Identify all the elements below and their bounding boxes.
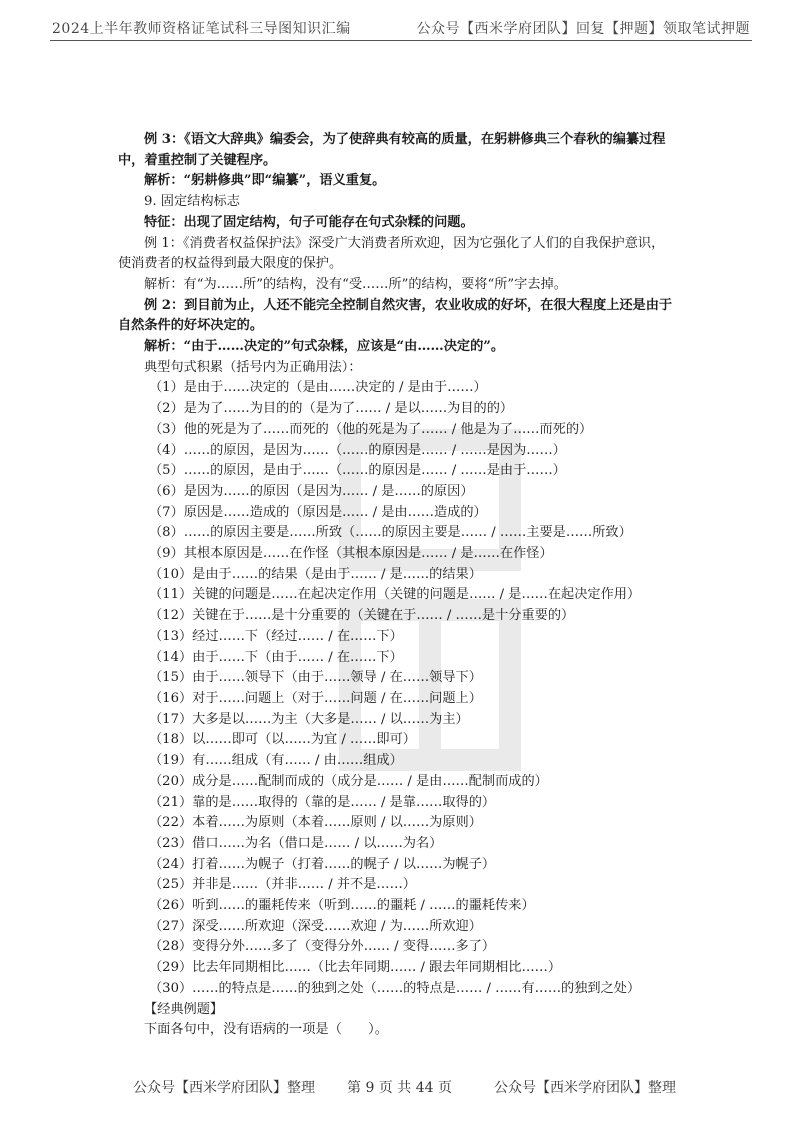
list-item: （9）其根本原因是……在作怪（其根本原因是…… / 是……在作怪） [149,546,553,562]
question-text: 下面各句中，没有语病的一项是（ ）。 [144,1022,388,1038]
page-header [0,0,800,44]
list-item: （28）变得分外……多了（变得分外…… / 变得……多了） [149,939,496,955]
list-item: （11）关键的问题是……在起决定作用（关键的问题是…… / 是……在起决定作用） [149,587,641,603]
example3-line1: 例 3：《语文大辞典》编委会，为了使辞典有较高的质量，在躬耕修典三个春秋的编纂过程 [144,132,666,147]
header-title: 2024上半年教师资格证笔试科三导图知识汇编 [52,21,351,37]
list-item: （19）有……组成（有…… / 由……组成） [149,753,403,769]
list-item: （20）成分是……配制而成的（成分是…… / 是由……配制而成的） [149,773,548,789]
list-item: （24）打着……为幌子（打着……的幌子 / 以……为幌子） [149,856,496,872]
feature-text: 特征：出现了固定结构，句子可能存在句式杂糅的问题。 [144,214,474,230]
list-item: （25）并非是……（并非…… / 并不是……） [149,877,416,893]
list-item: （16）对于……问题上（对于……问题 / 在……问题上） [149,690,482,706]
list-item: （4）……的原因，是因为……（……的原因是…… / ……是因为……） [149,442,566,458]
example1-line2: 使消费者的权益得到最大限度的保护。 [118,256,343,272]
list-item: （27）深受……所欢迎（深受……欢迎 / 为……所欢迎） [149,918,482,934]
page-body [118,130,688,1041]
example1-line1: 例 1：《消费者权益保护法》深受广大消费者所欢迎，因为它强化了人们的自我保护意识， [144,235,665,251]
list-item: （14）由于……下（由于…… / 在……下） [149,649,403,665]
list-item: （5）……的原因，是由于……（……的原因是…… / ……是由于……） [149,463,566,479]
example2-line2: 自然条件的好坏决定的。 [118,318,264,334]
section-heading: 9. 固定结构标志 [144,194,240,210]
list-item: （3）他的死是为了……而死的（他的死是为了…… / 他是为了……而死的） [149,421,593,437]
list-item: （2）是为了……为目的的（是为了…… / 是以……为目的的） [149,401,514,417]
footer-right: 公众号【西米学府团队】整理 [494,1080,676,1096]
example1-analysis: 解析：有“为……所”的结构，没有“受……所”的结构，要将“所”字去掉。 [144,276,567,292]
list-item: （22）本着……为原则（本着……原则 / 以……为原则） [149,815,482,831]
list-item: （13）经过……下（经过…… / 在……下） [149,628,403,644]
list-item: （21）靠的是……取得的（靠的是…… / 是靠……取得的） [149,794,496,810]
header-promo: 公众号【西米学府团队】回复【押题】领取笔试押题 [416,21,750,37]
list-item: （30）……的特点是……的独到之处（……的特点是…… / ……有……的独到之处） [149,980,641,996]
page-number: 第 9 页 共 44 页 [347,1080,452,1096]
list-item: （17）大多是以……为主（大多是…… / 以……为主） [149,711,469,727]
list-item: （15）由于……领导下（由于……领导 / 在……领导下） [149,670,482,686]
example3-line2: 中，着重控制了关键程序。 [118,152,277,168]
list-item: （26）听到……的噩耗传来（听到……的噩耗 / ……的噩耗传来） [149,898,535,914]
list-item: （23）借口……为名（借口是…… / 以……为名） [149,835,443,851]
list-item: （29）比去年同期相比……（比去年同期…… / 跟去年同期相比……） [149,960,562,976]
header-divider [50,40,752,41]
pattern-list [118,378,688,999]
list-item: （6）是因为……的原因（是因为…… / 是……的原因） [149,483,474,499]
list-item: （18）以……即可（以……为宜 / ……即可） [149,732,416,748]
example3-analysis: 解析：“躬耕修典”即“编纂”，语义重复。 [144,173,386,189]
list-item: （10）是由于……的结果（是由于…… / 是……的结果） [149,566,482,582]
classic-example-heading: 【经典例题】 [144,1001,224,1017]
example2-analysis: 解析：“由于……决定的”句式杂糅，应该是“由……决定的”。 [144,339,505,355]
list-item: （1）是由于……决定的（是由……决定的 / 是由于……） [149,380,487,396]
list-item: （7）原因是……造成的（原因是…… / 是由……造成的） [149,504,487,520]
list-item: （12）关键在于……是十分重要的（关键在于…… / ……是十分重要的） [149,608,575,624]
example2-line1: 例 2：到目前为止，人还不能完全控制自然灾害，农业收成的好坏，在很大程度上还是由于 [144,297,673,313]
footer-left: 公众号【西米学府团队】整理 [133,1080,315,1096]
list-item: （8）……的原因主要是……所致（……的原因主要是…… / ……主要是……所致） [149,525,632,541]
typical-heading: 典型句式积累（括号内为正确用法）： [144,359,362,375]
